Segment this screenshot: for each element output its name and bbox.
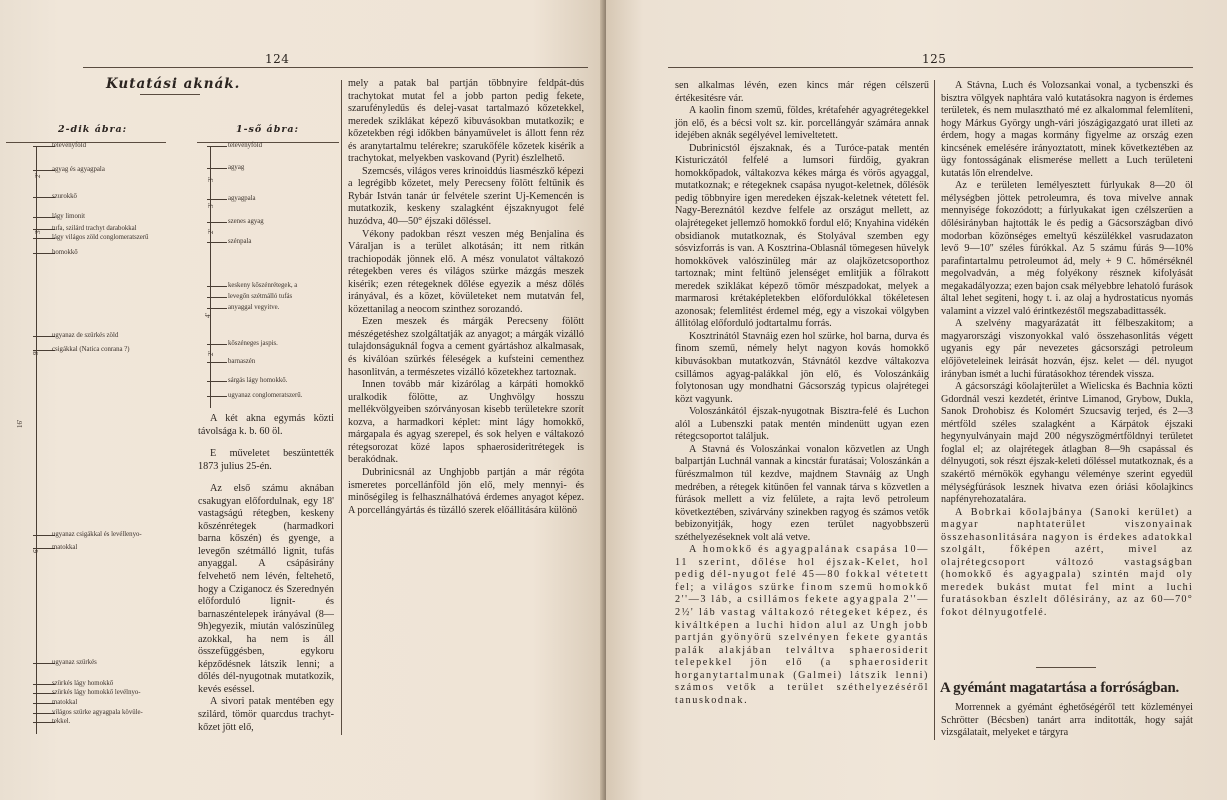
stratum-label: matokkal xyxy=(52,699,78,706)
strata-boundary xyxy=(207,297,227,298)
page-number: 124 xyxy=(265,52,290,66)
stratum-label: agyag és agyagpala xyxy=(52,166,105,173)
column-divider xyxy=(934,80,935,740)
paragraph: Voloszánkától éjszak-nyugotnak Bisztra-felé és Luchon alól a Lubenszki patak mentén mindenütt ugyan ezen rétegcsoportot találjuk. xyxy=(675,406,929,443)
right-text-after-heading xyxy=(941,702,1193,740)
stratum-label: szenes agyag xyxy=(228,218,264,225)
stratum-label: levegőn szétmálló tufás xyxy=(228,293,293,300)
strata-boundary xyxy=(207,286,227,287)
fig2-top-rule xyxy=(6,142,166,143)
stratum-label: szurokkő xyxy=(52,193,77,200)
stratum-label: ugyanaz de szürkés zöld xyxy=(52,332,119,339)
section-heading: A gyémánt magatartása a forróságban. xyxy=(940,680,1179,696)
stratum-label: csigákkal (Natica conrana ?) xyxy=(52,346,130,353)
paragraph: A kaolin finom szemű, földes, krétafehér agyagrétegekkel jön elő, és a bécsi volt sz. kir. porcellángyár számára annak idejében aknák segélyével lemiveltetett. xyxy=(675,105,929,142)
page-title: Kutatási aknák. xyxy=(106,76,241,92)
stratum-label: keskeny kőszénrétegek, a xyxy=(228,282,298,289)
paragraph: mely a patak bal partján többnyire feldpát-dús trachytokat mutat fel a jobb parton pedig fekete, szarufényledűs és delej-vasat tartalmazó kőzetekkel, meredek sziklákat képező kibuvásokban mutatkozik; e kőzetekben régi időkben bányaművelet is állott fenn réz és aranytartalmu telérekre; szarukőféle kőzetek kisérik a trachytokat, melyekben vaskovand (Pyrit) észlelhető. xyxy=(348,78,584,165)
paragraph: A Bobrkai kőolajbánya (Sanoki kerület) a magyar naphtaterület viszonyainak összehasonlitására nagyon is érdekes adatokkal szolgált, főképen azért, mivel az olajrétegcsoport változó vastagságban (homokkő és agyagpala) szintén majd oly meredek bukást mutat fel mint a luchi furatásokban észlelt dőlésirány, az az 60—70° fokot délnyugotfelé. xyxy=(941,506,1193,618)
stratum-label: ugyanaz csigákkal és levéllenyo- xyxy=(52,531,142,538)
strata-boundary xyxy=(207,381,227,382)
thickness-label: 2' xyxy=(207,229,215,234)
paragraph: Vékony padokban részt veszen még Benjalina és Váraljan is a terület alkotásán; itt nem ritkán trachiopodák jönnek elő. A mész vonulatot váltakozó rétegekben veres és világos szürke mázgás meszek kisérik; ezen rétegeknek dőlése egyezik a mész dőlés irányával, és a közet, kövületeket nem mutatván fel, közettanilag a neocom szinthez sorozandó. xyxy=(348,228,584,315)
fig1-title: 1-ső ábra: xyxy=(236,124,300,135)
thickness-label: 3' xyxy=(34,229,42,234)
paragraph: A két akna egymás közti távolsága k. b. 60 öl. xyxy=(198,413,334,437)
header-rule xyxy=(83,67,588,68)
strata-boundary xyxy=(207,168,227,169)
column-divider xyxy=(341,80,342,735)
stratum-label: lágy limonit xyxy=(52,213,86,220)
thickness-label: 3' xyxy=(207,203,215,208)
thickness-label: 6' xyxy=(32,548,40,553)
thickness-label: 16' xyxy=(16,419,24,428)
fig2-title: 2-dik ábra: xyxy=(58,124,128,135)
left-text-column-mid xyxy=(198,413,334,734)
strata-axis xyxy=(210,146,211,408)
paragraph: Az e területen lemélyesztett fúrlyukak 8—20 öl mélységben jöttek petroleumra, és tova mivelve annak mennyisége fokozódott; a fúrlyukakat igen czélszerűen a dőlésirányban hajtották le és pedig a Gácsországban divó modorban közönséges emeltyű készülékkel vasrudazaton levő 9—10'' széles fúrókkal. Az 5 számu fúrás 9—10% parafintartalmu petroleumot ád, mely + 9 C. hőmérséknél megolvadván, a még folyékony résznek kifolyását megakadályozza; ezen bajon csak mélyebbre lehatoló furások által lehet segiteni, hogy t. i. az olaj a hydrostaticus nyomás valamint a vizzel való érintkezéstől megszabadittassék. xyxy=(941,180,1193,317)
title-rule xyxy=(140,94,200,95)
stratum-label: lágy világos zöld conglomeratszerű xyxy=(52,234,149,241)
right-text-column-left xyxy=(675,80,929,707)
thickness-label: 4' xyxy=(204,313,212,318)
thickness-label: 9' xyxy=(32,350,40,355)
stratum-label: szürkés lágy homokkő levélnyo- xyxy=(52,689,141,696)
paragraph: A Stávna, Luch és Volozsankai vonal, a tycbenszki és bisztra völgyek naphtára való kutatásokra nagyon is érdemes területek, és nem mulasztható mé ez alkalommal felemlíteni, hogy Márkus György ungh-vári jószágigazgató urat illeti az érdem, hogy a magas kormány figyelme az ország ezen kincsének emelésére irányoztatott, minek következtében az ügy fontosságának elismerése mellett a Luch területeni kutatás lőn elrendelve. xyxy=(941,80,1193,179)
page-number: 125 xyxy=(922,52,947,66)
paragraph: Morrennek a gyémánt éghetőségéről tett közleményei Schrötter (Bécsben) tanárt arra inditották, hogy saját vizsgálatait, melyeket e tárgyra xyxy=(941,702,1193,739)
header-rule xyxy=(668,67,1193,68)
stratum-label: világos szürke agyagpala kövüle- xyxy=(52,709,143,716)
paragraph: A Stavná és Voloszánkai vonalon közvetlen az Ungh balpartján Luchnál vannak a kincstár furatásai; Voloszánkán a fürészmalmon túl kezdve, majdnem Stavnáig az Ungh medrében, a rétegek kitünően fel vannak tárva s közvetlen a fúrások mellett a viz felülete, a rajta levő petroleum következtében, szivárvány szinekben ragyog és számos vetők bebizonyitják, hogy ezen terület nagyobbszerü széthelyezéseknek volt alá vetve. xyxy=(675,443,929,543)
stratum-label: homokkő xyxy=(52,249,78,256)
strata-boundary xyxy=(207,308,227,309)
stratum-label: szénpala xyxy=(228,238,252,245)
paragraph: Dubrinicstól éjszaknak, és a Turóce-patak mentén Kisturiczától felfelé a lumsori fürdőig, gyakran homokkőpadok, váltakozva kékes márga és vörös agyaggal, mutatkoznak; e rétegeknek csapása nyugot-keletnek, dőlésök pedig többnyire igen meredeken éjszak-keletnek vétetett fel. Nagy-Bereznától kezdve felfele az országut mellett, az olajrétegeket jellemző homokkő fordul elő; Knyahina vidékén obsidianok mutatkoznak, és Stolyával szemben egy sósvizforrás is van. A Kosztrina-Oblasnál tömegesen hüvelyk homokkövek valószinüleg már az olajközetcsoporthoz tartoznak; mint feltünő jelenséget emlitjük a főlrakott meredek sziklákat képező tömör mészpadokat, melyek a marmarosi krétaképletekben előfordulókkal tökéletesen azonosak; felemlitést érdemel még, egy a viszokai völgyben állitólag előforduló jodtartalmu forrás. xyxy=(675,142,929,330)
fig1-top-rule xyxy=(197,142,339,143)
strata-boundary xyxy=(207,146,227,147)
stratum-label: televényföld xyxy=(52,142,86,149)
paragraph: A homokkő és agyagpalának csapása 10—11 szerint, dőlése hol éjszak-Kelet, hol pedig dél-nyugot felé 45—80 fokkal vétetett fel; a világos szürke finom szemü homokkő 2''—3 láb, a csillámos fekete agyagpala 2''—2½' láb vastag váltakozó rétegeket képez, és kiváltképen a luchi hidon alul az Ungh jobb partján gyönyörü szelvényen fekete gyantás palák alakjában telváltva sphaerosiderit telepekkel jön elő (a sphaerosiderit horganytartalmunak (Galmei) látszik lenni) számos vetők a terület széthelyezéséről tanuskodnak. xyxy=(675,544,929,706)
thickness-label: 3' xyxy=(207,177,215,182)
paragraph: A szelvény magyarázatát itt félbeszakitom; a magyarországi viszonyokkal való összehasonlitás végett ugyanis egy pár nevezetes gácsországi petroleum előjöveteleinek leirását hozván, éjsz. kelet — dél. nyugot irányban ismét a luchi fúratásokhoz térendek vissza. xyxy=(941,318,1193,380)
thickness-label: 2' xyxy=(34,173,42,178)
paragraph: sen alkalmas lévén, ezen kincs már régen célszerű értékesitésre vár. xyxy=(675,80,929,104)
paragraph: Ezen meszek és márgák Perecseny fölött mészégetéshez szolgáltatják az anyagot; a márgák vizálló tulajdonságuknál fogva a cement gyártáshoz alkalmasak, és kiválóan szürkés féleségek a kufsteini cementhez hasonlitván, a természetes vizálló közetekhez tartoznak. xyxy=(348,316,584,378)
thickness-label: 2' xyxy=(207,351,215,356)
stratum-label: anyaggal vegyitve. xyxy=(228,304,280,311)
stratum-label: ugyanaz conglomeratszerű. xyxy=(228,392,303,399)
stratum-label: sárgás lágy homokkő. xyxy=(228,377,288,384)
right-page xyxy=(606,0,1227,800)
section-rule xyxy=(1036,667,1096,668)
paragraph: Dubrinicsnál az Unghjobb partján a már régóta ismeretes porcellánföld jön elő, mely mennyi- és minőségileg is felhasználhatóvá érdemes anyagot képez. A porcellángyártás és tüzálló szerek előállitására különö xyxy=(348,466,584,516)
paragraph: Az első számu aknában csakugyan előfordulnak, egy 18' vastagságú rétegben, keskeny kőszénrétegek (harmadkori barna kőszén) és gyenge, a levegőn szétmálló lignit, tufás anyaggal. A csápásirány felvehető nem lévén, feltehető, hogy a Cziganocz és Szerednyén előforduló lignit- és barnaszéntelepek irányával (8—9h)egyezik, miután valószinüleg azokkal, ha nem is áll összefüggésben, egykoru képződésnek látszik lenni; a dőlés dél-nyugotnak mutatkozik, kevés eséssel. xyxy=(198,483,334,695)
paragraph: Innen tovább már kizárólag a kárpáti homokkő uralkodik fölötte, az Unghvölgy hosszu mellékvölgyeiben szórványosan kisebb területekre szorít kozva, a harmadkori képlet: mint lágy homokkő, márgapala és agyag szerepel, és sok helyen e váltakozó rétegsorozat közé lapos sphaerosideritrétegek is berakódnak. xyxy=(348,379,584,466)
left-page xyxy=(0,0,605,800)
stratum-label: agyag xyxy=(228,164,245,171)
strata-boundary xyxy=(207,344,227,345)
stratum-label: szürkés lágy homokkő xyxy=(52,680,114,687)
paragraph: E műveletet beszüntették 1873 julius 25-én. xyxy=(198,448,334,472)
stratum-label: kőszéneges jaspis. xyxy=(228,340,278,347)
stratum-label: barnaszén xyxy=(228,358,256,365)
stratum-label: agyagpala xyxy=(228,195,256,202)
strata-boundary xyxy=(207,396,227,397)
left-text-column-right xyxy=(348,78,584,517)
stratum-label: televényföld xyxy=(228,142,262,149)
paragraph: Szemcsés, világos veres krinoiddús liasmészkő képezi a legrégibb kőzetet, mely Perecseny fölött feltűnik és Rybár István tanár úr felvétele szerint Uj-Kemencén is mutatkozik, keskeny szalagként éjszaknyugot felé huzódva, 40—50° éjszaki dőléssel. xyxy=(348,165,584,228)
strata-boundary xyxy=(207,222,227,223)
stratum-label: ugyanaz szürkés xyxy=(52,659,97,666)
stratum-label: matokkal xyxy=(52,544,78,551)
paragraph: A sivori patak mentében egy szilárd, tömör quarcdus trachyt-kőzet jött elő, xyxy=(198,696,334,733)
paragraph: Kosztrinától Stavnáig ezen hol szürke, hol barna, durva és finom szemű, némely helyt nagyon kovás homokkő kibuvásokban mutatkozván, Stávnától kezdve váltakozva csillámos agyag-palákkal jön elő, és Voloszánkáig folytonosan ugy mondhatni Gácsország typicus olajrétegei közt vagyunk. xyxy=(675,330,929,405)
strata-axis xyxy=(36,146,37,734)
strata-boundary xyxy=(207,362,227,363)
paragraph: A gácsországi kőolajterület a Wielicska és Bachnia közti Gdordnál veszi kezdetét, érintve Limanod, Grybow, Dukla, Sanok Drohobisz és Kolomért Szucsavig terjed, és 2—3 mértföld széles szalagként a Kárpátok éjszaki hegynyulványain majd 200 négyszögmértföldnyi területet foglal el; az olajrétegek átlagban 8—9h csapással és délnyugoti, sok részt éjszak-keleti dőléssel mutatkoznak, és a szakértő mérnökök egyhangu véleménye szerint egyedül mélységfúrások lesznek hivatva ezen óriási kőolajkincs napfényrehozatalára. xyxy=(941,381,1193,506)
stratum-label: tekkel. xyxy=(52,718,71,725)
strata-boundary xyxy=(207,199,227,200)
strata-boundary xyxy=(207,242,227,243)
right-text-column-right xyxy=(941,80,1193,620)
stratum-label: tufa, szilárd trachyt darabokkal xyxy=(52,225,137,232)
